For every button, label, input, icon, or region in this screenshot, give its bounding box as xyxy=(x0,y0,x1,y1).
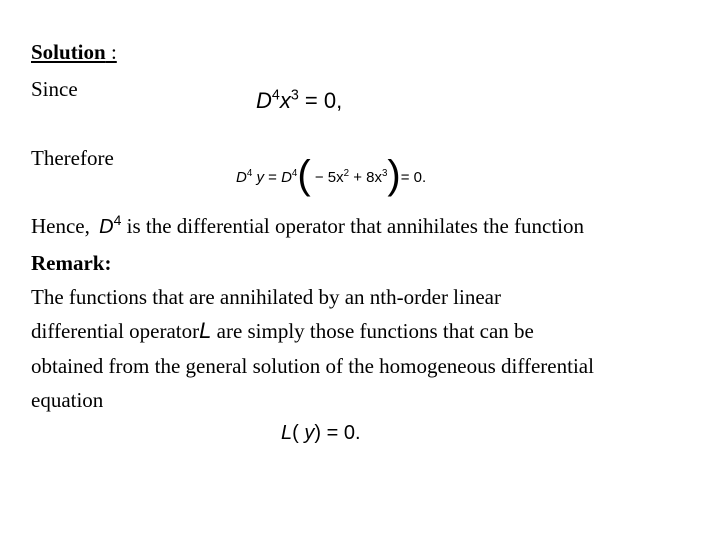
eq3-lp: ( xyxy=(292,422,299,444)
eq3-y: y xyxy=(304,422,315,444)
remark-line2a: differential operator xyxy=(31,319,200,343)
equation-homogeneous xyxy=(281,422,361,445)
heading xyxy=(31,40,117,64)
eq3-rhs: = 0. xyxy=(321,422,361,444)
eq3-l: L xyxy=(281,422,293,444)
hence-rest: is the differential operator that annihilates the function xyxy=(126,214,585,238)
eq2-e2: 4 xyxy=(291,168,298,179)
eq2-left-paren: ( xyxy=(297,153,311,197)
remark-line-2 xyxy=(31,319,534,343)
remark-label: Remark: xyxy=(31,251,112,275)
equation-therefore xyxy=(236,153,427,197)
eq2-d1: D xyxy=(236,169,247,186)
eq2-e4: 3 xyxy=(381,168,388,179)
heading-label: Solution xyxy=(31,40,106,64)
hence-lead: Hence, xyxy=(31,214,90,238)
eq2-term2: + 8x xyxy=(349,169,382,186)
since-label: Since xyxy=(31,77,78,101)
hence-operator: D xyxy=(99,216,114,238)
eq1-exp1: 4 xyxy=(271,87,280,104)
eq2-d2: D xyxy=(281,169,292,186)
remark-line-4: equation xyxy=(31,388,104,412)
hence-line xyxy=(31,214,584,239)
eq2-y: y xyxy=(256,169,264,186)
eq1-d: D xyxy=(256,88,272,113)
remark-line-1: The functions that are annihilated by an nth-order linear xyxy=(31,285,501,309)
hence-operator-exp: 4 xyxy=(113,212,122,228)
remark-operator: L xyxy=(199,318,212,343)
equation-since xyxy=(256,88,342,114)
eq3-rp: ) xyxy=(314,422,322,444)
eq1-rhs: = 0, xyxy=(298,88,343,113)
remark-line2b: are simply those functions that can be xyxy=(216,319,534,343)
eq2-e1: 4 xyxy=(246,168,253,179)
eq2-right-paren: ) xyxy=(387,153,401,197)
eq2-rhs: = 0. xyxy=(400,169,427,186)
remark-line-3: obtained from the general solution of the homogeneous differential xyxy=(31,354,594,378)
heading-colon: : xyxy=(105,40,117,64)
eq2-term1: − 5x xyxy=(310,169,344,186)
eq1-x: x xyxy=(279,88,291,113)
eq1-exp2: 3 xyxy=(290,87,299,104)
therefore-label: Therefore xyxy=(31,146,114,170)
eq2-e3: 2 xyxy=(343,168,350,179)
eq2-eq: = xyxy=(263,169,282,186)
